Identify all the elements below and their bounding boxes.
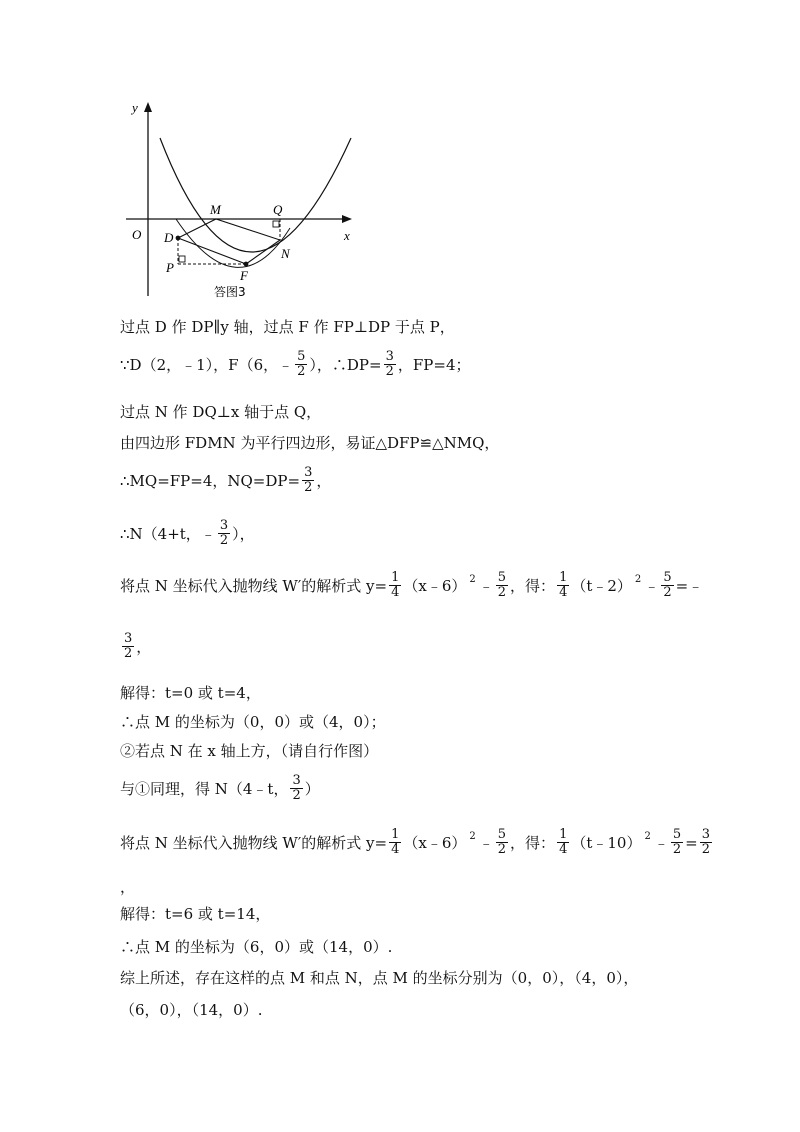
right-angle-q (273, 221, 279, 227)
fraction: $\frac{1}{4}$ (391, 570, 400, 600)
fraction: $\frac{5}{2}$ (497, 570, 507, 600)
solution-line-8: $\frac{3}{2}$ ， (124, 631, 152, 661)
fraction: $\frac{1}{4}$ (559, 570, 568, 600)
parabola-diagram (118, 96, 358, 306)
solution-line-1: 过点 D 作 DP∥y 轴，过点 F 作 FP⊥DP 于点 P， (120, 318, 455, 336)
label-d: D (164, 230, 174, 245)
y-axis-arrow (144, 102, 152, 112)
solution-line-3: 过点 N 作 DQ⊥x 轴于点 Q， (120, 403, 322, 421)
fraction: $\frac{1}{4}$ (559, 827, 568, 857)
solution-line-13: 将点 N 坐标代入抛物线 W′的解析式 y= $\frac{1}{4}$ （x﹣6） 2 ﹣ $\frac{5}{2}$ ，得： $\frac{1}{4}$ （t﹣10） 2 ﹣ $\frac{5}{2}$ = $\frac{3}{2}$ (120, 827, 710, 857)
label-y: y (132, 100, 138, 115)
solution-line-14: ， (120, 878, 136, 896)
fraction: $\frac{3}{2}$ (124, 631, 133, 661)
fraction: $\frac{5}{2}$ (663, 570, 672, 600)
solution-line-16: ∴点 M 的坐标为（6，0）或（14，0）. (120, 938, 393, 956)
point-f (244, 262, 249, 267)
solution-line-12: 与①同理，得 N（4﹣t， $\frac{3}{2}$ ） (120, 773, 320, 803)
fraction: $\frac{3}{2}$ (701, 827, 710, 857)
fraction: $\frac{3}{2}$ (385, 349, 394, 379)
solution-line-7: 将点 N 坐标代入抛物线 W′的解析式 y= $\frac{1}{4}$ （x﹣6） 2 ﹣ $\frac{5}{2}$ ，得： $\frac{1}{4}$ （t﹣2） 2 ﹣ $\frac{5}{2}$ =﹣ (120, 570, 704, 600)
parabola-w (160, 138, 351, 252)
solution-line-10: ∴点 M 的坐标为（0，0）或（4，0）； (120, 713, 386, 731)
label-m: M (210, 202, 221, 217)
label-q: Q (273, 202, 283, 217)
label-o: O (132, 227, 142, 242)
solution-line-2: ∵D（2，﹣1），F（6，﹣ $\frac{5}{2}$ ），∴DP= $\frac{3}{2}$ ，FP=4； (120, 349, 471, 379)
solution-line-18: （6，0），（14，0）. (120, 1001, 263, 1019)
fraction: $\frac{1}{4}$ (391, 827, 400, 857)
solution-line-5: ∴MQ=FP=4，NQ=DP= $\frac{3}{2}$ ， (120, 465, 332, 495)
solution-line-15: 解得：t=6 或 t=14， (120, 905, 271, 923)
fraction: $\frac{3}{2}$ (304, 465, 313, 495)
solution-line-6: ∴N（4+t，﹣ $\frac{3}{2}$ ）， (120, 518, 255, 548)
fraction: $\frac{5}{2}$ (297, 349, 306, 379)
parabola-figure (118, 96, 358, 306)
point-d (176, 236, 181, 241)
label-p: P (166, 260, 174, 275)
solution-line-17: 综上所述，存在这样的点 M 和点 N，点 M 的坐标分别为（0，0），（4，0）， (120, 969, 639, 987)
fraction: $\frac{5}{2}$ (497, 827, 507, 857)
fraction: $\frac{5}{2}$ (672, 827, 682, 857)
solution-line-11: ②若点 N 在 x 轴上方，（请自行作图） (120, 742, 379, 760)
solution-line-4: 由四边形 FDMN 为平行四边形，易证△DFP≌△NMQ， (120, 434, 500, 452)
right-angle-p (179, 256, 185, 262)
label-n: N (281, 246, 290, 261)
fraction: $\frac{3}{2}$ (219, 518, 229, 548)
label-f: F (240, 268, 248, 283)
fraction: $\frac{3}{2}$ (292, 773, 301, 803)
figure-caption: 答图3 (214, 285, 246, 299)
solution-line-9: 解得：t=0 或 t=4， (120, 684, 261, 702)
x-axis-arrow (342, 215, 352, 223)
label-x: x (344, 228, 350, 243)
